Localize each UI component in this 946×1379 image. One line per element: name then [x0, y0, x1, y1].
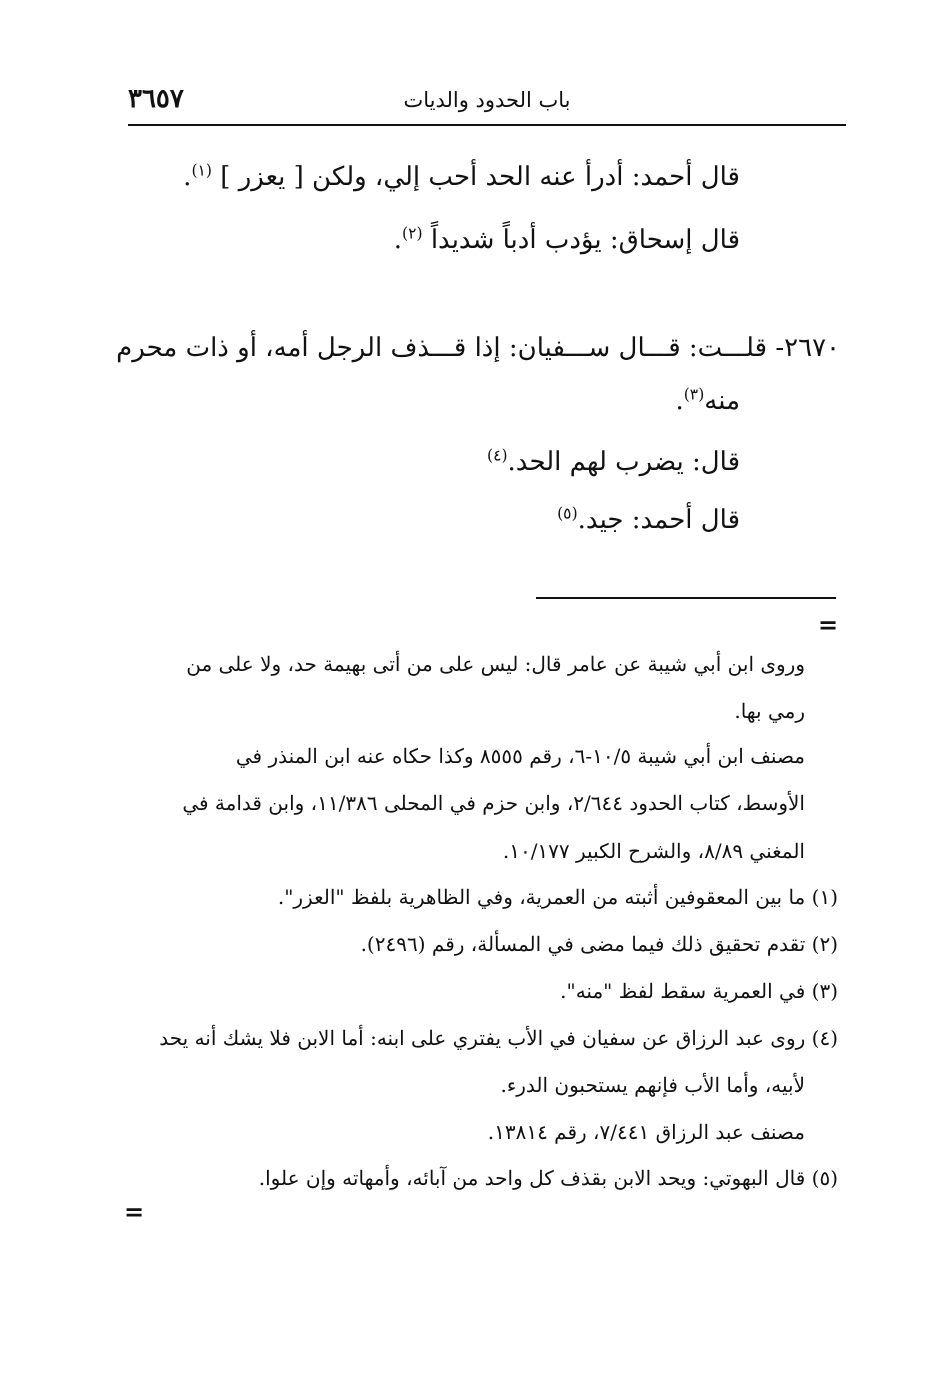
footnote-4-line-1: (٤) روى عبد الرزاق عن سفيان في الأب يفتري على ابنه: أما الابن فلا يشك أنه يحد	[159, 1026, 838, 1050]
issue-2670-continuation-text: منه	[704, 386, 740, 416]
main-line-answer	[487, 447, 740, 477]
footnote-4-line-3: مصنف عبد الرزاق ٧/٤٤١، رقم ١٣٨١٤.	[487, 1120, 805, 1144]
footnote-separator	[536, 597, 836, 599]
footnote-continuation-line-2: رمي بها.	[734, 699, 805, 723]
header-rule	[128, 124, 846, 126]
footnote-ref-2: (٢)	[401, 224, 423, 243]
main-line-ishaq-end: .	[393, 225, 402, 255]
page-header	[128, 82, 846, 122]
main-line-ahmad	[183, 162, 740, 192]
main-line-ahmad-end: .	[183, 162, 192, 192]
issue-2670-continuation-end: .	[675, 386, 684, 416]
footnote-ref-1: (١)	[191, 161, 213, 180]
main-line-ahmad-good-text: قال أحمد: جيد.	[577, 505, 740, 535]
continued-from-previous-mark: =	[818, 610, 839, 639]
footnote-3: (٣) في العمرية سقط لفظ "منه".	[560, 979, 838, 1003]
footnote-1: (١) ما بين المعقوفين أثبته من العمرية، وفي الظاهرية بلفظ "العزر".	[277, 885, 838, 909]
continues-on-next-page-mark: =	[124, 1197, 145, 1226]
main-line-ishaq	[394, 225, 740, 255]
footnote-continuation-line-3: مصنف ابن أبي شيبة ١٠/٥-٦، رقم ٨٥٥٥ وكذا حكاه عنه ابن المنذر في	[235, 744, 805, 768]
issue-2670-continuation	[675, 386, 740, 416]
main-line-ahmad-text: قال أحمد: أدرأ عنه الحد أحب إلي، ولكن [ يعزر ]	[212, 162, 740, 192]
page-number: ٣٦٥٧	[128, 84, 184, 114]
footnote-continuation-line-4: الأوسط، كتاب الحدود ٢/٦٤٤، وابن حزم في المحلى ١١/٣٨٦، وابن قدامة في	[182, 791, 805, 815]
running-title: باب الحدود والديات	[403, 88, 571, 112]
footnote-4-line-2: لأبيه، وأما الأب فإنهم يستحبون الدرء.	[500, 1073, 805, 1097]
main-line-ishaq-text: قال إسحاق: يؤدب أدباً شديداً	[422, 225, 740, 255]
issue-2670-line: ٢٦٧٠- قلـــت: قـــال ســـفيان: إذا قـــذف الرجل أمه، أو ذات محرم	[116, 333, 840, 363]
footnote-continuation-line-1: وروى ابن أبي شيبة عن عامر قال: ليس على من أتى بهيمة حد، ولا على من	[186, 652, 805, 676]
footnote-ref-3: (٣)	[683, 385, 705, 404]
footnote-2: (٢) تقدم تحقيق ذلك فيما مضى في المسألة، رقم (٢٤٩٦).	[360, 932, 838, 956]
footnote-5: (٥) قال البهوتي: ويحد الابن بقذف كل واحد من آبائه، وأمهاته وإن علوا.	[258, 1166, 838, 1190]
footnote-ref-5: (٥)	[557, 504, 578, 523]
footnote-continuation-line-5: المغني ٨/٨٩، والشرح الكبير ١٠/١٧٧.	[502, 839, 805, 863]
main-line-answer-text: قال: يضرب لهم الحد.	[507, 447, 740, 477]
footnote-ref-4: (٤)	[486, 446, 508, 465]
main-line-ahmad-good	[557, 505, 740, 535]
